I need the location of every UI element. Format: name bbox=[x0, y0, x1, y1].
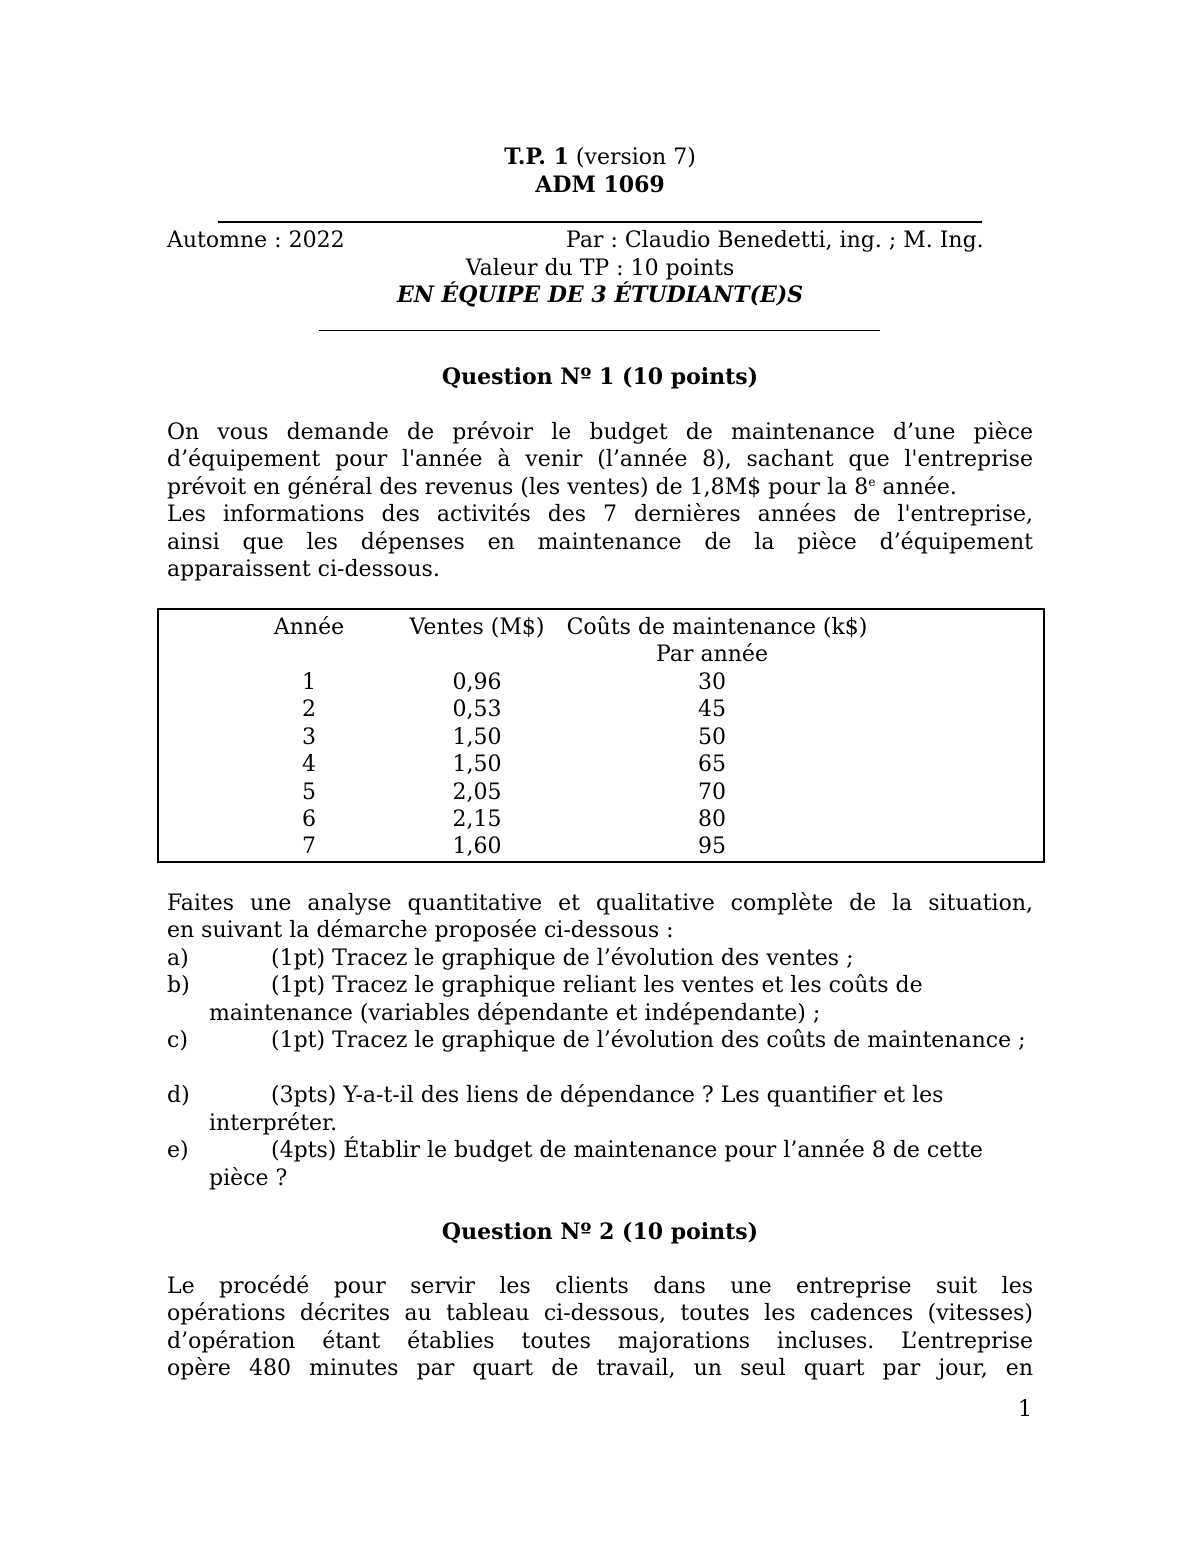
list-text: (3pts) Y-a-t-il des liens de dépendance ? Les quantifier et les interpréter. bbox=[209, 1083, 944, 1136]
q2-line-1: Le procédé pour servir les clients dans une entreprise suit les bbox=[167, 1274, 1033, 1299]
cost-cell: 70 bbox=[698, 780, 726, 805]
year-cell: 3 bbox=[302, 725, 316, 750]
cost-cell: 45 bbox=[698, 697, 726, 722]
list-label: d) bbox=[167, 1083, 190, 1108]
course-code: ADM 1069 bbox=[535, 172, 665, 198]
q1-intro-line-3 bbox=[167, 474, 957, 502]
sales-cell: 2,15 bbox=[452, 807, 502, 832]
title-bold: T.P. 1 bbox=[504, 144, 569, 170]
table-header-cost-sub: Par année bbox=[656, 642, 768, 667]
sales-cell: 0,53 bbox=[452, 697, 502, 722]
question-2-heading: Question Nº 2 (10 points) bbox=[441, 1219, 759, 1245]
list-item bbox=[167, 1137, 1033, 1192]
year-cell: 2 bbox=[302, 697, 316, 722]
sales-cell: 1,60 bbox=[452, 834, 502, 859]
list-text: (1pt) Tracez le graphique de l’évolution des coûts de maintenance ; bbox=[271, 1028, 1026, 1053]
cost-cell: 30 bbox=[698, 670, 726, 695]
q1-intro-line-5: ainsi que les dépenses en maintenance de la pièce d’équipement bbox=[167, 530, 1033, 555]
list-label: b) bbox=[167, 973, 190, 998]
list-label: e) bbox=[167, 1138, 189, 1163]
ordinal-superscript: e bbox=[868, 475, 876, 489]
q1-intro-line-3-end: année. bbox=[875, 475, 957, 500]
table-header-cost: Coûts de maintenance (k$) bbox=[566, 615, 868, 640]
list-item bbox=[167, 1082, 1033, 1137]
tp-value: Valeur du TP : 10 points bbox=[465, 256, 735, 281]
list-label: a) bbox=[167, 946, 189, 971]
year-cell: 5 bbox=[302, 780, 316, 805]
cost-cell: 95 bbox=[698, 834, 726, 859]
sales-cell: 2,05 bbox=[452, 780, 502, 805]
q2-line-4: opère 480 minutes par quart de travail, un seul quart par jour, en bbox=[167, 1356, 1033, 1381]
sales-cell: 1,50 bbox=[452, 752, 502, 777]
header-rule-bottom bbox=[319, 330, 880, 331]
table-header-year: Année bbox=[273, 615, 345, 640]
list-item bbox=[167, 972, 1033, 1027]
question-1-heading: Question Nº 1 (10 points) bbox=[441, 364, 759, 390]
cost-cell: 80 bbox=[698, 807, 726, 832]
list-item bbox=[167, 1027, 1033, 1082]
q1-intro-line-6: apparaissent ci-dessous. bbox=[167, 557, 440, 582]
q1-analysis-line-2: en suivant la démarche proposée ci-dessous : bbox=[167, 918, 674, 943]
list-text: (1pt) Tracez le graphique de l’évolution des ventes ; bbox=[271, 946, 854, 971]
list-item bbox=[167, 945, 1033, 972]
q1-analysis-line-1: Faites une analyse quantitative et qualitative complète de la situation, bbox=[167, 891, 1033, 916]
cost-cell: 65 bbox=[698, 752, 726, 777]
year-cell: 6 bbox=[302, 807, 316, 832]
author: Par : Claudio Benedetti, ing. ; M. Ing. bbox=[566, 228, 984, 253]
cost-cell: 50 bbox=[698, 725, 726, 750]
title-version: (version 7) bbox=[568, 145, 696, 170]
maintenance-data-table bbox=[157, 608, 1045, 863]
title-line bbox=[0, 144, 1200, 172]
page-number: 1 bbox=[1018, 1397, 1032, 1422]
semester: Automne : 2022 bbox=[167, 228, 345, 253]
q1-intro-line-2: d’équipement pour l'année à venir (l’année 8), sachant que l'entreprise bbox=[167, 447, 1033, 472]
list-label: c) bbox=[167, 1028, 188, 1053]
list-text: (4pts) Établir le budget de maintenance pour l’année 8 de cette pièce ? bbox=[209, 1138, 983, 1191]
table-header-sales: Ventes (M$) bbox=[409, 615, 545, 640]
year-cell: 1 bbox=[302, 670, 316, 695]
q1-intro-line-1: On vous demande de prévoir le budget de maintenance d’une pièce bbox=[167, 420, 1033, 445]
q1-intro-line-3-text: prévoit en général des revenus (les ventes) de 1,8M$ pour la 8 bbox=[167, 475, 869, 500]
header-rule-top bbox=[218, 221, 982, 223]
q2-line-2: opérations décrites au tableau ci-dessous, toutes les cadences (vitesses) bbox=[167, 1301, 1033, 1326]
sales-cell: 1,50 bbox=[452, 725, 502, 750]
list-text: (1pt) Tracez le graphique reliant les ventes et les coûts de maintenance (variables dépendante et indépendante) ; bbox=[209, 973, 923, 1026]
team-note: EN ÉQUIPE DE 3 ÉTUDIANT(E)S bbox=[396, 282, 804, 308]
year-cell: 4 bbox=[302, 752, 316, 777]
q1-intro-line-4: Les informations des activités des 7 dernières années de l'entreprise, bbox=[167, 502, 1033, 527]
year-cell: 7 bbox=[302, 834, 316, 859]
sales-cell: 0,96 bbox=[452, 670, 502, 695]
q2-line-3: d’opération étant établies toutes majorations incluses. L’entreprise bbox=[167, 1329, 1033, 1354]
